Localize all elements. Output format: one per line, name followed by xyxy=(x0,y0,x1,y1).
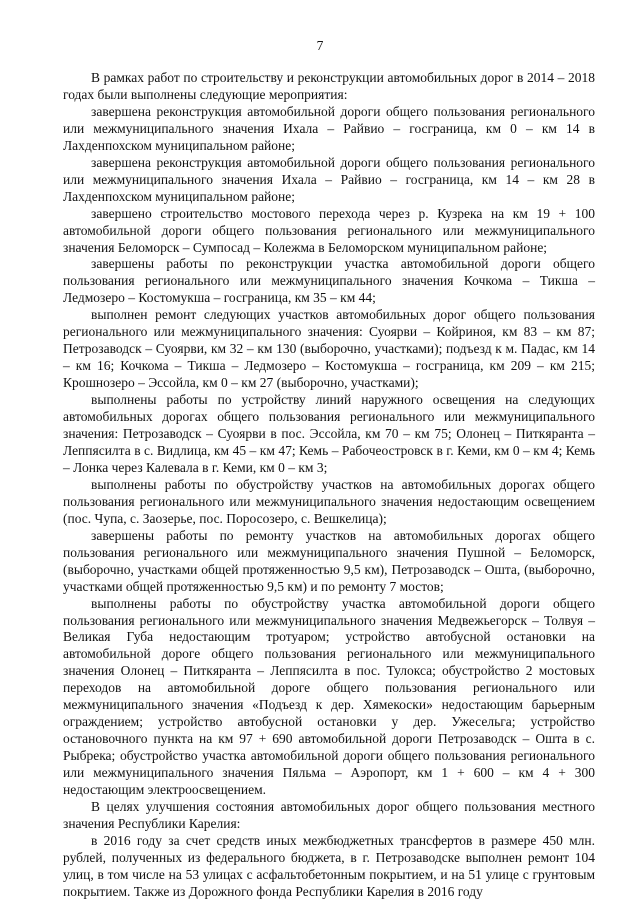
paragraph-item: завершена реконструкция автомобильной дороги общего пользования регионального или межмуниципального значения Ихала – Райвио – госграница, км 14 – км 28 в Лахденпохском муниципальном районе; xyxy=(63,154,595,204)
paragraph-item: выполнены работы по устройству линий наружного освещения на следующих автомобильных дорогах общего пользования регионального или межмуниципального значения: Петрозаводск – Суоярви в пос. Эссойла, км 70 – км 75; Олонец – Питкяранта – Леппясилта в с. Видлица, км 45 – км 47; Кемь – Рабочеостровск в г. Кеми, км 0 – км 4; Кемь – Лонка через Калевала в г. Кеми, км 0 – км 3; xyxy=(63,392,595,475)
document-body xyxy=(63,70,595,901)
paragraph-intro: В рамках работ по строительству и реконструкции автомобильных дорог в 2014 – 2018 годах были выполнены следующие мероприятия: xyxy=(63,70,595,102)
paragraph-item: завершены работы по реконструкции участка автомобильной дороги общего пользования регионального или межмуниципального значения Кочкома – Тикша – Ледмозеро – Костомукша – госграница, км 35 – км 44; xyxy=(63,256,595,306)
page-number: 7 xyxy=(316,38,324,53)
paragraph-item: завершена реконструкция автомобильной дороги общего пользования регионального или межмуниципального значения Ихала – Райвио – госграница, км 0 – км 14 в Лахденпохском муниципальном районе; xyxy=(63,103,595,153)
paragraph-local-roads-intro: В целях улучшения состояния автомобильных дорог общего пользования местного значения Республики Карелия: xyxy=(63,798,595,831)
paragraph-item: завершено строительство мостового перехода через р. Кузрека на км 19 + 100 автомобильной дороги общего пользования регионального или межмуниципального значения Беломорск – Сумпосад – Колежма в Беломорском муниципальном районе; xyxy=(63,205,595,255)
paragraph-item: выполнены работы по обустройству участков на автомобильных дорогах общего пользования регионального или межмуниципального значения недостающим освещением (пос. Чупа, с. Заозерье, пос. Поросозеро, с. Вешкелица); xyxy=(63,476,595,526)
paragraph-item: завершены работы по ремонту участков на автомобильных дорогах общего пользования регионального или межмуниципального значения Пушной – Беломорск, (выборочно, участками общей протяженностью 9,5 км), Петрозаводск – Оштa, (выборочно, участками общей протяженностью 9,5 км) и по ремонту 7 мостов; xyxy=(63,527,595,594)
paragraph-item: выполнены работы по обустройству участка автомобильной дороги общего пользования регионального или межмуниципального значения Медвежьегорск – Толвуя – Великая Губа недостающим тротуаром; устройство автобусной остановки на автомобильной дороге общего пользования регионального или межмуниципального значения Олонец – Питкяранта – Леппясилта в пос. Тулокса; обустройство 2 мостовых переходов на автомобильной дороге общего пользования регионального или межмуниципального значения «Подъезд к дер. Хямекоски» недостающим барьерным ограждением; устройство автобусной остановки у дер. Ужесельга; устройство остановочного пункта на км 97 + 690 автомобильной дороги Петрозаводск – Оштa в с. Рыбрека; обустройство участка автомобильной дороги общего пользования регионального или межмуниципального значения Пяльма – Аэропорт, км 1 + 600 – км 4 + 300 недостающим электроосвещением. xyxy=(63,595,595,798)
paragraph-item: в 2016 году за счет средств иных межбюджетных трансфертов в размере 450 млн. рублей, полученных из федерального бюджета, в г. Петрозаводске выполнен ремонт 104 улиц, в том числе на 53 улицах с асфальтобетонным покрытием, и на 51 улице с грунтовым покрытием. Также из Дорожного фонда Республики Карелия в 2016 году xyxy=(63,832,595,899)
paragraph-item: выполнен ремонт следующих участков автомобильных дорог общего пользования регионального или межмуниципального значения: Суоярви – Койриноя, км 83 – км 87; Петрозаводск – Суоярви, км 32 – км 130 (выборочно, участками); подъезд к м. Падас, км 14 – км 16; Кочкома – Тикша – Ледмозеро – Костомукша – госграница, км 209 – км 215; Крошнозеро – Эссойла, км 0 – км 27 (выборочно, участками); xyxy=(63,307,595,391)
